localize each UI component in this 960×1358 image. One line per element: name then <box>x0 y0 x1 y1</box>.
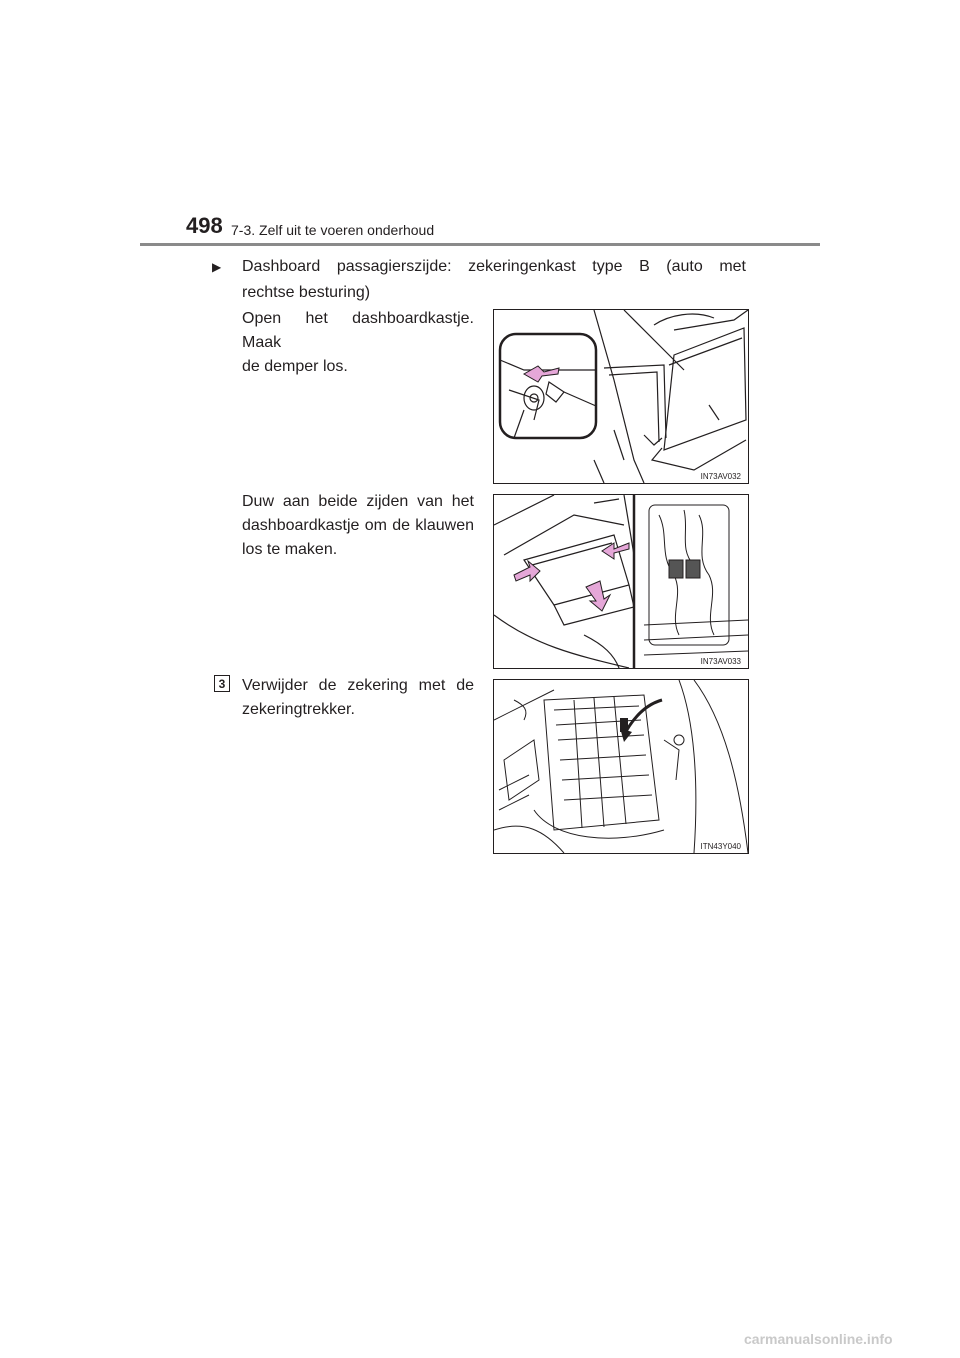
step-2-line-2: dashboardkastje om de klauwen <box>242 517 474 534</box>
header-divider <box>140 243 820 246</box>
fuse-box-illustration <box>494 680 748 853</box>
step-2-text <box>242 490 474 562</box>
damper-illustration <box>494 310 748 483</box>
figure-glovebox-damper <box>493 309 749 484</box>
glovebox-claws-illustration <box>494 495 748 668</box>
step-3-line-1: Verwijder de zekering met de <box>242 677 474 694</box>
figure-code: IN73AV032 <box>700 472 741 481</box>
watermark: carmanualsonline.info <box>744 1331 893 1347</box>
step-3-line-2: zekeringtrekker. <box>242 701 355 718</box>
page-number: 498 <box>186 213 223 238</box>
figure-glovebox-claws <box>493 494 749 669</box>
step-3-badge: 3 <box>214 675 230 692</box>
subsection-heading <box>212 254 746 306</box>
figure-code: IN73AV033 <box>700 657 741 666</box>
figure-code: ITN43Y040 <box>700 842 741 851</box>
heading-line-2: rechtse besturing) <box>242 284 371 301</box>
section-title: 7-3. Zelf uit te voeren onderhoud <box>231 222 435 238</box>
step-1-line-1: Open het dashboardkastje. Maak <box>242 310 474 351</box>
step-1-line-2: de demper los. <box>242 358 348 375</box>
step-2-line-1: Duw aan beide zijden van het <box>242 493 474 510</box>
step-3-text <box>242 674 474 722</box>
figure-fuse-puller <box>493 679 749 854</box>
step-1-text <box>242 307 474 379</box>
triangle-bullet-icon: ▶ <box>212 260 222 274</box>
heading-line-1: Dashboard passagierszijde: zekeringenkast type B (auto met <box>242 258 746 275</box>
step-2-line-3: los te maken. <box>242 541 338 558</box>
